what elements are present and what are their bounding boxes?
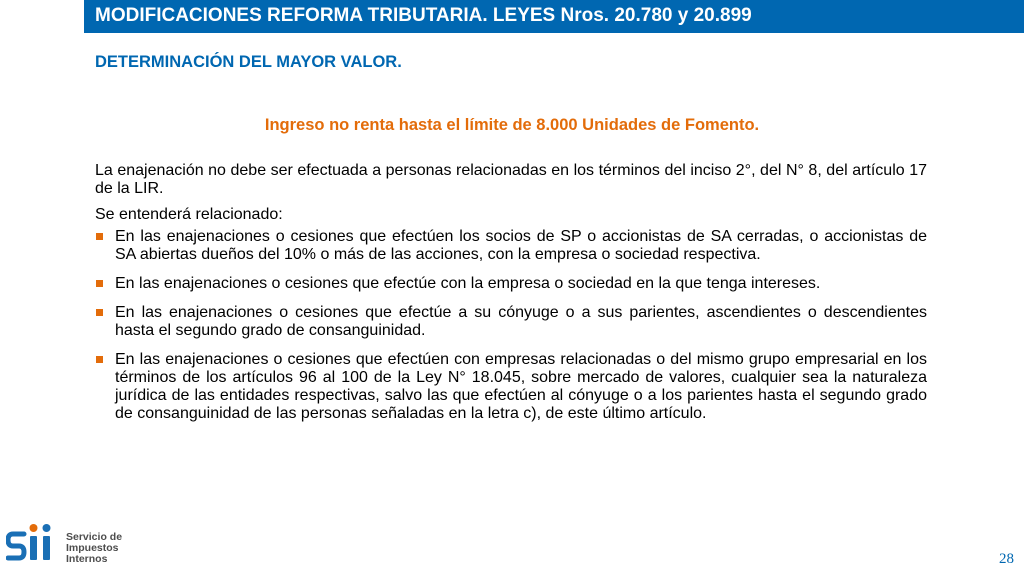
paragraph-relacionado: Se entenderá relacionado: — [95, 206, 283, 223]
list-item-text: En las enajenaciones o cesiones que efectúen con empresas relacionadas o del mismo grupo empresarial en los términos de los artículos 96 al 100 de la Ley N° 18.045, sobre mercado de valores, cualquier sea la naturaleza jurídica de las entidades respectivas, salvo las que efectúen al cónyuge o a los parientes hasta el segundo grado de consanguinidad de las personas señaladas en la letra c), de este último artículo. — [115, 351, 927, 422]
list-item — [95, 228, 927, 264]
square-bullet-icon — [96, 280, 103, 287]
list-item-text: En las enajenaciones o cesiones que efectúe con la empresa o sociedad en la que tenga intereses. — [115, 275, 821, 292]
logo-line-1: Servicio de — [66, 531, 123, 543]
highlight-text: Ingreso no renta hasta el límite de 8.000 Unidades de Fomento. — [264, 116, 760, 134]
sii-logo-icon — [6, 522, 62, 572]
square-bullet-icon — [96, 233, 103, 240]
list-item — [95, 275, 927, 293]
slide-title: MODIFICACIONES REFORMA TRIBUTARIA. LEYES Nros. 20.780 y 20.899 — [95, 5, 752, 26]
logo-text — [66, 532, 122, 565]
list-item — [95, 351, 927, 423]
logo-line-2: Impuestos — [66, 542, 119, 554]
list-item — [95, 304, 927, 340]
list-item-text: En las enajenaciones o cesiones que efectúen los socios de SP o accionistas de SA cerradas, o accionistas de SA abiertas dueños del 10% o más de las acciones, con la empresa o sociedad respectiva. — [115, 228, 927, 263]
slide-body — [95, 162, 927, 434]
sii-logo — [6, 522, 146, 572]
section-title: DETERMINACIÓN DEL MAYOR VALOR. — [95, 53, 402, 71]
paragraph-intro: La enajenación no debe ser efectuada a personas relacionadas en los términos del inciso 2°, del N° 8, del artículo 17 de la LIR. — [95, 162, 927, 197]
logo-line-3: Internos — [66, 553, 108, 565]
bullet-list — [95, 228, 927, 423]
square-bullet-icon — [96, 309, 103, 316]
list-item-text: En las enajenaciones o cesiones que efectúe a su cónyuge o a sus parientes, ascendientes o descendientes hasta el segundo grado de consanguinidad. — [115, 304, 927, 339]
square-bullet-icon — [96, 356, 103, 363]
page-number: 28 — [999, 551, 1014, 567]
